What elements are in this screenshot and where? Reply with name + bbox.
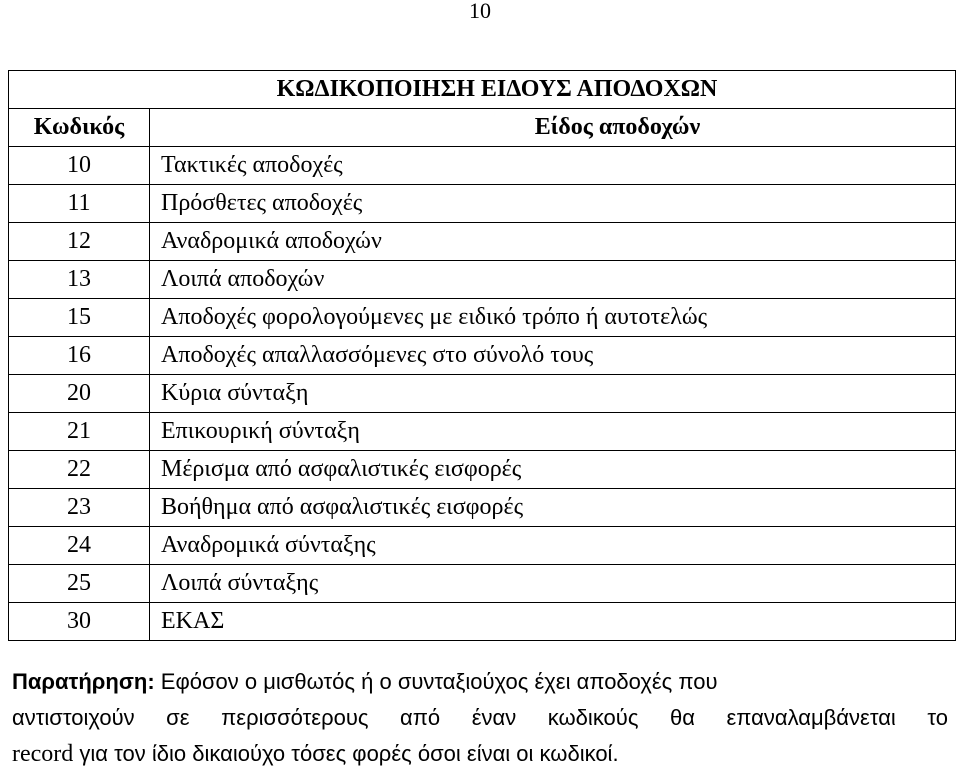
table-row (9, 261, 956, 299)
code-cell: 13 (9, 261, 150, 299)
note-line-1: Εφόσον ο μισθωτός ή ο συνταξιούχος έχει αποδοχές που (160, 669, 718, 694)
note-record-word: record (12, 741, 74, 767)
table-row (9, 337, 956, 375)
description-cell: Αναδρομικά αποδοχών (150, 223, 956, 261)
header-description: Είδος αποδοχών (150, 109, 956, 147)
table-row (9, 375, 956, 413)
code-cell: 16 (9, 337, 150, 375)
code-cell: 15 (9, 299, 150, 337)
table-row (9, 565, 956, 603)
description-cell: Βοήθημα από ασφαλιστικές εισφορές (150, 489, 956, 527)
note-paragraph (12, 664, 948, 772)
description-cell: Λοιπά αποδοχών (150, 261, 956, 299)
table-row (9, 147, 956, 185)
page-number: 10 (469, 0, 491, 23)
code-cell: 20 (9, 375, 150, 413)
table-row (9, 603, 956, 641)
code-cell: 30 (9, 603, 150, 641)
code-cell: 10 (9, 147, 150, 185)
code-cell: 22 (9, 451, 150, 489)
description-cell: Αποδοχές απαλλασσόμενες στο σύνολό τους (150, 337, 956, 375)
description-cell: Λοιπά σύνταξης (150, 565, 956, 603)
table-row (9, 299, 956, 337)
table-title-row (9, 71, 956, 109)
note-label: Παρατήρηση: (12, 669, 155, 694)
table-row (9, 451, 956, 489)
code-cell: 24 (9, 527, 150, 565)
code-cell: 25 (9, 565, 150, 603)
table-row (9, 413, 956, 451)
earnings-code-table (8, 70, 956, 641)
code-cell: 21 (9, 413, 150, 451)
description-cell: Πρόσθετες αποδοχές (150, 185, 956, 223)
table-row (9, 489, 956, 527)
code-cell: 12 (9, 223, 150, 261)
description-cell: ΕΚΑΣ (150, 603, 956, 641)
note-line-2: αντιστοιχούν σε περισσότερους από έναν κωδικούς θα επαναλαμβάνεται το (12, 705, 948, 730)
description-cell: Τακτικές αποδοχές (150, 147, 956, 185)
description-cell: Μέρισμα από ασφαλιστικές εισφορές (150, 451, 956, 489)
code-cell: 23 (9, 489, 150, 527)
description-cell: Αναδρομικά σύνταξης (150, 527, 956, 565)
table-header-row (9, 109, 956, 147)
note-line-3: για τον ίδιο δικαιούχο τόσες φορές όσοι είναι οι κωδικοί. (79, 741, 619, 766)
table-row (9, 527, 956, 565)
code-cell: 11 (9, 185, 150, 223)
description-cell: Επικουρική σύνταξη (150, 413, 956, 451)
description-cell: Κύρια σύνταξη (150, 375, 956, 413)
table-row (9, 223, 956, 261)
header-code: Κωδικός (9, 109, 150, 147)
description-cell: Αποδοχές φορολογούμενες με ειδικό τρόπο ή αυτοτελώς (150, 299, 956, 337)
table-row (9, 185, 956, 223)
table-title: ΚΩΔΙΚΟΠΟΙΗΣΗ ΕΙΔΟΥΣ ΑΠΟΔΟΧΩΝ (9, 71, 956, 109)
